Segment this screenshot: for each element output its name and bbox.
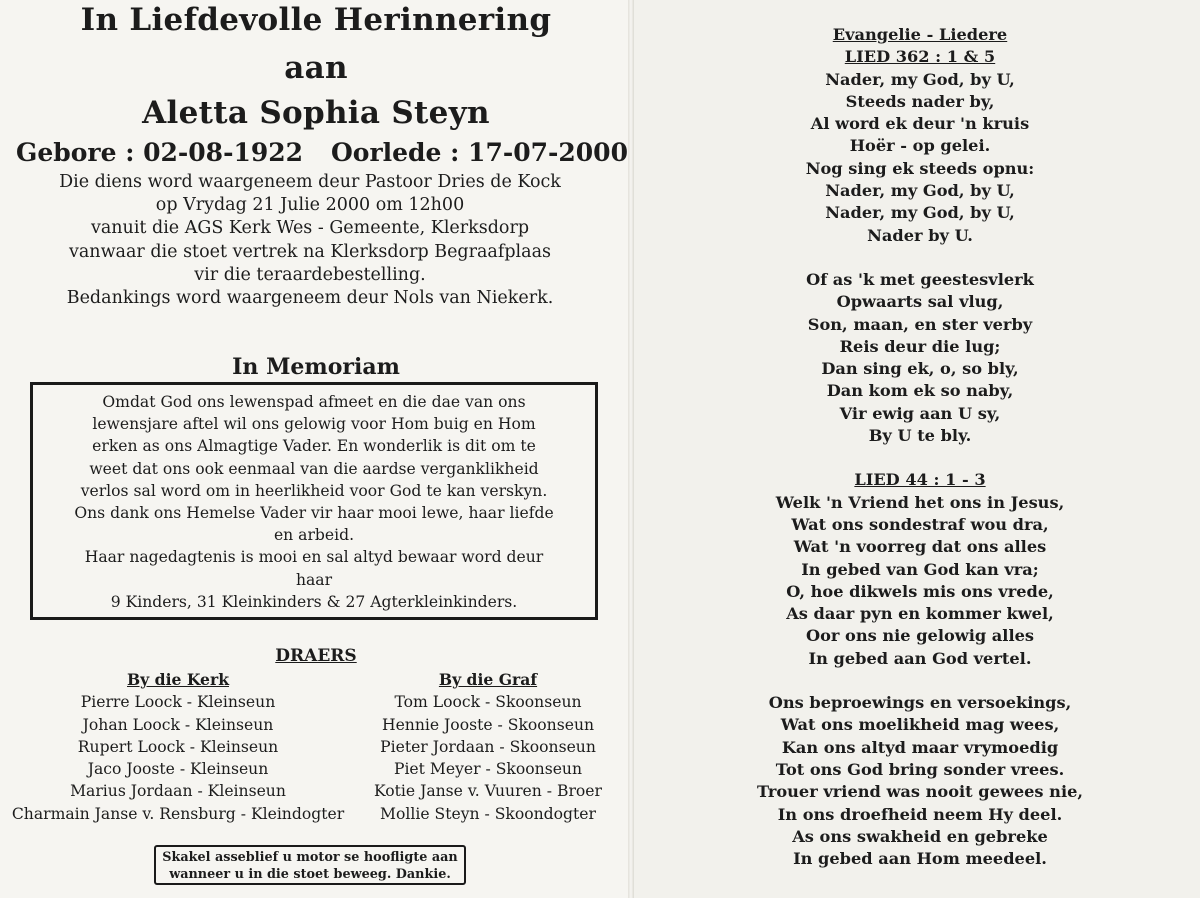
pallbearers-grave bbox=[348, 669, 628, 825]
page-fold bbox=[628, 0, 634, 898]
service-line: Die diens word waargeneem deur Pastoor Dries de Kock bbox=[59, 172, 561, 192]
hymn-line: Oor ons nie gelowig alles bbox=[805, 626, 1035, 646]
hymn-line: By U te bly. bbox=[868, 426, 972, 446]
hymn-line: Nader, my God, by U, bbox=[825, 181, 1015, 201]
service-line: vanwaar die stoet vertrek na Klerksdorp Begraafplaas bbox=[68, 241, 551, 262]
title-line-2: aan bbox=[284, 50, 348, 86]
memoriam-line: lewensjare aftel wil ons gelowig voor Hom buig en Hom bbox=[92, 415, 536, 434]
hymn-line: In gebed aan God vertel. bbox=[808, 648, 1032, 668]
service-line: vanuit die AGS Kerk Wes - Gemeente, Klerksdorp bbox=[90, 218, 530, 239]
pallbearer: Johan Loock - Kleinseun bbox=[82, 715, 274, 734]
hymn-line: Opwaarts sal vlug, bbox=[836, 292, 1004, 312]
memoriam-line: en arbeid. bbox=[273, 526, 355, 545]
church-heading: By die Kerk bbox=[127, 670, 229, 689]
notice-line: Skakel asseblief u motor se hoofligte aan bbox=[162, 850, 458, 865]
hymn-line: Tot ons God bring sonder vrees. bbox=[775, 759, 1065, 779]
pallbearer: Piet Meyer - Skoonseun bbox=[393, 760, 583, 779]
hymn-line: As ons swakheid en gebreke bbox=[792, 826, 1048, 846]
hymn-line: Hoër - op gelei. bbox=[849, 136, 991, 156]
title-line-1: In Liefdevolle Herinnering bbox=[80, 2, 552, 38]
hymn-line: In gebed aan Hom meedeel. bbox=[793, 849, 1047, 869]
hymn-line: In gebed van God kan vra; bbox=[801, 559, 1039, 579]
hymn-2-title: LIED 44 : 1 - 3 bbox=[854, 470, 986, 490]
pallbearer: Mollie Steyn - Skoondogter bbox=[380, 804, 596, 823]
pallbearer: Rupert Loock - Kleinseun bbox=[77, 737, 279, 756]
pallbearer: Kotie Janse v. Vuuren - Broer bbox=[374, 782, 602, 801]
death-date: Oorlede : 17-07-2000 bbox=[331, 138, 628, 167]
service-line: op Vrydag 21 Julie 2000 om 12h00 bbox=[155, 195, 465, 216]
memoriam-box bbox=[30, 382, 598, 620]
hymn-line: Nader, my God, by U, bbox=[825, 69, 1015, 89]
pallbearer: Hennie Jooste - Skoonseun bbox=[381, 715, 595, 734]
hymn-line: Nader by U. bbox=[867, 225, 973, 245]
memoriam-line: haar bbox=[295, 570, 333, 589]
deceased-name: Aletta Sophia Steyn bbox=[142, 95, 490, 131]
pallbearer: Marius Jordaan - Kleinseun bbox=[70, 782, 286, 801]
hymn-line: Dan sing ek, o, so bly, bbox=[821, 359, 1019, 379]
hymn-line: Wat 'n voorreg dat ons alles bbox=[793, 537, 1047, 557]
memoriam-line: erken as ons Almagtige Vader. En wonderlik is dit om te bbox=[92, 437, 536, 456]
hymn-line: Al word ek deur 'n kruis bbox=[810, 114, 1030, 134]
service-details bbox=[0, 171, 620, 310]
memoriam-title: In Memoriam bbox=[232, 354, 400, 380]
pallbearer: Pieter Jordaan - Skoonseun bbox=[380, 737, 596, 756]
hymn-line: Nader, my God, by U, bbox=[825, 203, 1015, 223]
service-line: Bedankings word waargeneem deur Nols van Niekerk. bbox=[66, 288, 554, 309]
hymn-line: Welk 'n Vriend het ons in Jesus, bbox=[775, 492, 1065, 512]
hymn-line: In ons droefheid neem Hy deel. bbox=[777, 804, 1063, 824]
hymns-heading: Evangelie - Liedere bbox=[832, 25, 1008, 44]
memoriam-line: Haar nagedagtenis is mooi en sal altyd bewaar word deur bbox=[84, 548, 544, 567]
hymn-line: Wat ons moelikheid mag wees, bbox=[780, 715, 1060, 735]
hymn-line: Dan kom ek so naby, bbox=[826, 381, 1014, 401]
hymn-1-title: LIED 362 : 1 & 5 bbox=[844, 47, 996, 67]
draers-title: DRAERS bbox=[275, 646, 357, 666]
grave-heading: By die Graf bbox=[438, 670, 538, 689]
pallbearer: Jaco Jooste - Kleinseun bbox=[87, 760, 269, 779]
memoriam-line: Omdat God ons lewenspad afmeet en die dae van ons bbox=[102, 393, 526, 411]
hymn-line: Nog sing ek steeds opnu: bbox=[805, 158, 1035, 178]
memoriam-line: Ons dank ons Hemelse Vader vir haar mooi lewe, haar liefde bbox=[74, 504, 554, 523]
pallbearer: Charmain Janse v. Rensburg - Kleindogter bbox=[11, 804, 345, 823]
birth-date: Gebore : 02-08-1922 bbox=[16, 138, 304, 167]
hymn-line: Vir ewig aan U sy, bbox=[839, 403, 1001, 423]
memoriam-line: weet dat ons ook eenmaal van die aardse verganklikheid bbox=[89, 459, 539, 478]
hymn-line: Ons beproewings en versoekings, bbox=[768, 693, 1072, 713]
service-line: vir die teraardebestelling. bbox=[194, 264, 426, 285]
hymn-line: Steeds nader by, bbox=[845, 91, 995, 111]
hymn-line: As daar pyn en kommer kwel, bbox=[786, 604, 1054, 624]
pallbearer: Tom Loock - Skoonseun bbox=[394, 693, 582, 712]
hymn-line: Kan ons altyd maar vrymoedig bbox=[781, 737, 1059, 757]
headlights-notice bbox=[154, 845, 466, 885]
hymn-line: O, hoe dikwels mis ons vrede, bbox=[786, 581, 1054, 601]
hymns bbox=[640, 24, 1200, 870]
hymn-line: Wat ons sondestraf wou dra, bbox=[791, 514, 1049, 534]
memoriam-line: 9 Kinders, 31 Kleinkinders & 27 Agterkleinkinders. bbox=[110, 592, 518, 611]
hymn-line: Reis deur die lug; bbox=[839, 336, 1001, 356]
memoriam-line: verlos sal word om in heerlikheid voor God te kan verskyn. bbox=[80, 481, 548, 500]
pallbearer: Pierre Loock - Kleinseun bbox=[80, 693, 276, 712]
pallbearers-church bbox=[2, 669, 354, 825]
hymn-line: Trouer vriend was nooit gewees nie, bbox=[756, 782, 1084, 802]
hymn-line: Of as 'k met geestesvlerk bbox=[806, 269, 1034, 289]
notice-line: wanneer u in die stoet beweeg. Dankie. bbox=[169, 867, 451, 882]
hymn-line: Son, maan, en ster verby bbox=[807, 314, 1033, 334]
